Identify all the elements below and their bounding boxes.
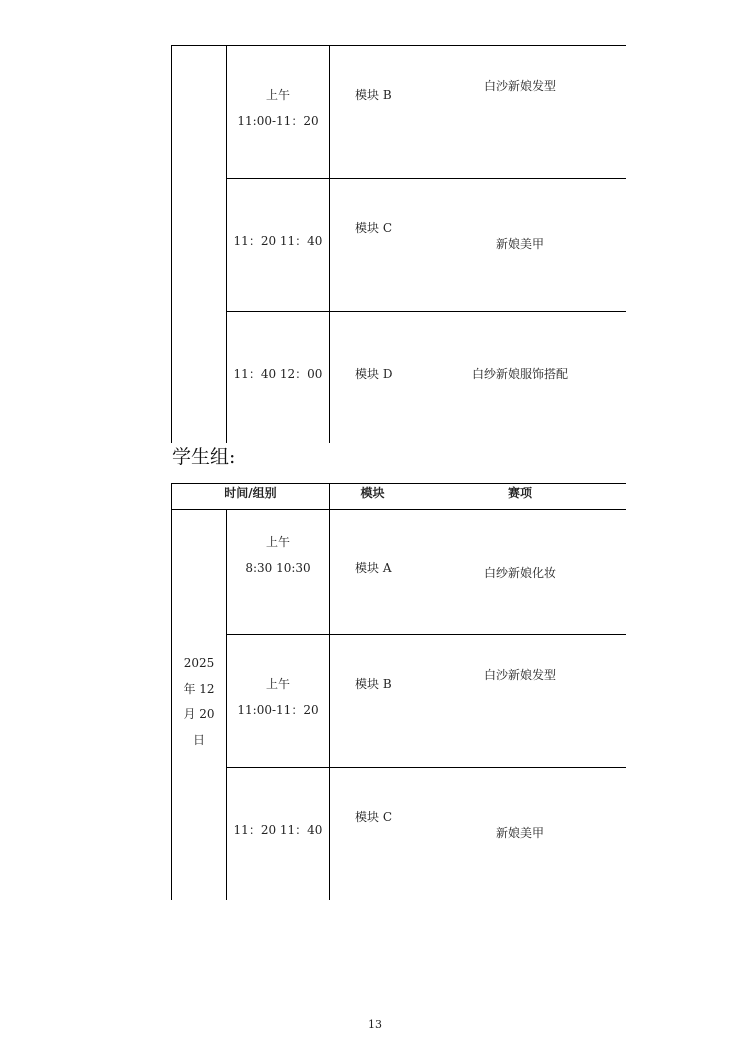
table1-col-divider: [329, 45, 330, 443]
table2-date-year: 2025: [183, 656, 215, 670]
table2-row1-module: 模块 A: [355, 561, 392, 575]
table2-row-divider: [226, 767, 626, 768]
table1-row2-time: 11：20 11：40: [233, 234, 323, 248]
table2-row2-time: 11:00-11：20: [237, 703, 319, 717]
table1-row1-module: 模块 B: [355, 88, 392, 102]
table2-row1-time: 8:30 10:30: [245, 561, 311, 575]
table2-row-divider: [226, 634, 626, 635]
table2-row3-module: 模块 C: [355, 810, 392, 824]
table2-row2-time-label: 上午: [265, 677, 290, 691]
table1-row1-event: 白沙新娘发型: [483, 79, 556, 93]
table2-header-event: 赛项: [507, 486, 532, 500]
table1-row3-module: 模块 D: [355, 367, 393, 381]
table2-row2-event: 白沙新娘发型: [483, 668, 556, 682]
table1-left-border: [171, 45, 172, 443]
table2-row1-time-label: 上午: [265, 535, 290, 549]
table1-row3-time: 11：40 12：00: [233, 367, 323, 381]
table2-row1-event: 白纱新娘化妆: [483, 566, 556, 580]
table2-date-day-prefix: 月 20: [183, 707, 215, 721]
table1-row2-event: 新娘美甲: [495, 237, 544, 251]
page-number: 13: [368, 1018, 382, 1031]
table1-row3-event: 白纱新娘服饰搭配: [471, 367, 568, 381]
table2-row3-event: 新娘美甲: [495, 826, 544, 840]
table1-row1-time-label: 上午: [265, 88, 290, 102]
table2-col-divider: [329, 483, 330, 900]
table2-row2-module: 模块 B: [355, 677, 392, 691]
table2-header-divider: [171, 509, 626, 510]
table2-top-border: [171, 483, 626, 484]
table2-header-time-group: 时间/组别: [224, 486, 277, 500]
table1-row2-module: 模块 C: [355, 221, 392, 235]
table1-row1-time: 11:00-11：20: [237, 114, 319, 128]
table2-row3-time: 11：20 11：40: [233, 823, 323, 837]
table1-top-border: [171, 45, 626, 46]
section-heading: 学生组:: [172, 446, 236, 468]
table1-row-divider: [226, 178, 626, 179]
table2-date-day-suffix: 日: [192, 733, 205, 747]
table2-date-month-prefix: 年 12: [183, 682, 215, 696]
table1-row-divider: [226, 311, 626, 312]
table2-header-module: 模块: [360, 486, 385, 500]
